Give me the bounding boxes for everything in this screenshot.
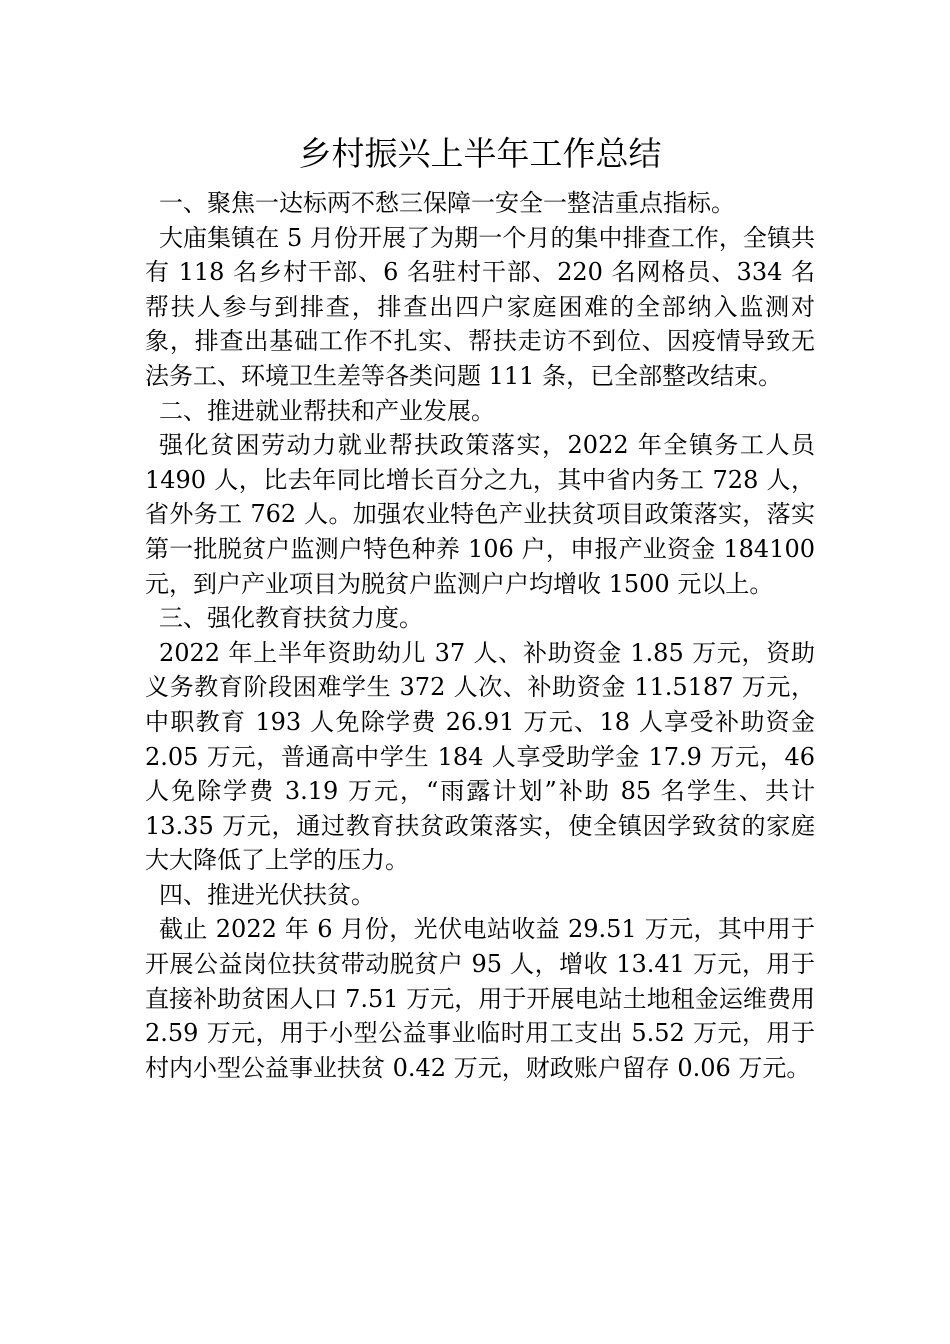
- section-4: [145, 878, 815, 1086]
- section-heading: 三、强化教育扶贫力度。: [159, 604, 423, 633]
- section-2: [145, 394, 815, 602]
- section-paragraph: 截止 2022 年 6 月份，光伏电站收益 29.51 万元，其中用于开展公益岗位扶贫带动脱贫户 95 人，增收 13.41 万元，用于直接补助贫困人口 7.51 万元，用于开展电站土地租金运维费用 2.59 万元，用于小型公益事业临时用工支出 5.52 万元，用于村内小型公益事业扶贫 0.42 万元，财政账户留存 0.06 万元。: [145, 915, 815, 1082]
- document-page: [145, 128, 815, 1085]
- section-1: [145, 186, 815, 394]
- section-paragraph: 大庙集镇在 5 月份开展了为期一个月的集中排查工作，全镇共有 118 名乡村干部、6 名驻村干部、220 名网格员、334 名帮扶人参与到排查，排查出四户家庭困难的全部纳入监测对象，排查出基础工作不扎实、帮扶走访不到位、因疫情导致无法务工、环境卫生差等各类问题 111 条，已全部整改结束。: [145, 223, 815, 390]
- section-heading: 四、推进光伏扶贫。: [159, 880, 375, 909]
- section-paragraph: 强化贫困劳动力就业帮扶政策落实，2022 年全镇务工人员 1490 人，比去年同比增长百分之九，其中省内务工 728 人，省外务工 762 人。加强农业特色产业扶贫项目政策落实，落实第一批脱贫户监测户特色种养 106 户，申报产业资金 184100 元，到户产业项目为脱贫户监测户户均增收 1500 元以上。: [145, 431, 815, 598]
- document-title: 乡村振兴上半年工作总结: [298, 134, 662, 173]
- section-heading: 二、推进就业帮扶和产业发展。: [159, 396, 495, 425]
- section-heading: 一、聚焦一达标两不愁三保障一安全一整洁重点指标。: [159, 189, 735, 217]
- section-paragraph: 2022 年上半年资助幼儿 37 人、补助资金 1.85 万元，资助义务教育阶段困难学生 372 人次、补助资金 11.5187 万元，中职教育 193 人免除学费 26.91 万元、18 人享受补助资金 2.05 万元，普通高中学生 184 人享受助学金 17.9 万元，46 人免除学费 3.19 万元，“雨露计划”补助 85 名学生、共计 13.35 万元，通过教育扶贫政策落实，使全镇因学致贫的家庭大大降低了上学的压力。: [145, 638, 815, 875]
- section-3: [145, 601, 815, 878]
